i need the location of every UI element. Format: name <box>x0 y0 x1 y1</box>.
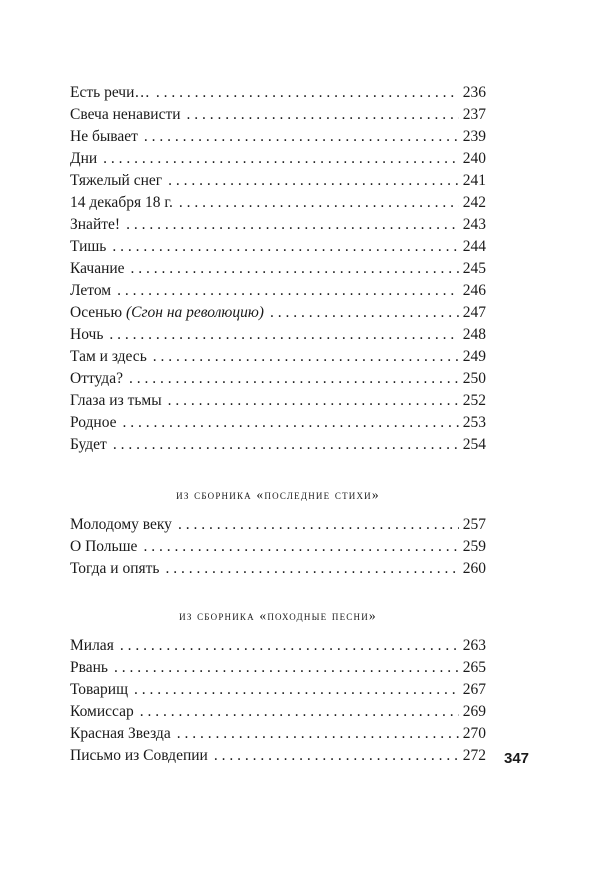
entry-title <box>70 302 270 324</box>
toc-entry <box>70 536 486 558</box>
toc-entry <box>70 170 486 192</box>
toc-section-1 <box>70 82 486 456</box>
toc-entry <box>70 657 486 679</box>
entry-page: 237 <box>462 106 486 123</box>
entry-title: Оттуда? <box>70 370 123 387</box>
toc-section-2 <box>70 514 486 580</box>
toc-entry <box>70 236 486 258</box>
entry-title: Будет <box>70 436 107 453</box>
toc-entry <box>70 258 486 280</box>
entry-title: О Польше <box>70 538 138 555</box>
entry-title-main: Осенью <box>70 304 123 321</box>
leader-dots <box>270 302 459 324</box>
leader-dots <box>143 536 458 558</box>
entry-page: 270 <box>462 725 486 742</box>
entry-title: Есть речи… <box>70 84 150 101</box>
entry-title: Молодому веку <box>70 516 172 533</box>
entry-title: Товарищ <box>70 681 129 698</box>
toc-entry <box>70 192 486 214</box>
entry-title: Тяжелый снег <box>70 172 163 189</box>
entry-title: Тишь <box>70 238 107 255</box>
leader-dots <box>153 346 459 368</box>
entry-page: 265 <box>462 659 486 676</box>
leader-dots <box>114 657 459 679</box>
toc-entry <box>70 214 486 236</box>
toc-entry <box>70 302 486 324</box>
entry-subtitle: (Сгон на революцию) <box>125 304 264 321</box>
leader-dots <box>140 701 459 723</box>
entry-title: Рвань <box>70 659 108 676</box>
entry-page: 259 <box>462 538 486 555</box>
leader-dots <box>168 170 459 192</box>
entry-title: Ночь <box>70 326 104 343</box>
leader-dots <box>165 558 458 580</box>
entry-page: 242 <box>462 194 486 211</box>
entry-title: Не бывает <box>70 128 138 145</box>
leader-dots <box>109 324 458 346</box>
entry-title: Глаза из тьмы <box>70 392 162 409</box>
entry-page: 244 <box>462 238 486 255</box>
entry-page: 239 <box>462 128 486 145</box>
entry-title: Дни <box>70 150 98 167</box>
leader-dots <box>187 104 459 126</box>
entry-title: Родное <box>70 414 117 431</box>
leader-dots <box>129 368 459 390</box>
leader-dots <box>178 514 459 536</box>
entry-page: 246 <box>462 282 486 299</box>
entry-page: 263 <box>462 637 486 654</box>
toc-entry <box>70 723 486 745</box>
leader-dots <box>214 745 459 767</box>
leader-dots <box>126 214 459 236</box>
leader-dots <box>117 280 459 302</box>
toc-entry <box>70 390 486 412</box>
toc-entry <box>70 82 486 104</box>
entry-title: Комиссар <box>70 703 134 720</box>
toc-entry <box>70 514 486 536</box>
entry-page: 236 <box>462 84 486 101</box>
entry-page: 240 <box>462 150 486 167</box>
entry-page: 245 <box>462 260 486 277</box>
toc-entry <box>70 434 486 456</box>
entry-title: Милая <box>70 637 114 654</box>
leader-dots <box>156 82 459 104</box>
page-number: 347 <box>504 750 530 767</box>
toc-entry <box>70 104 486 126</box>
toc-entry <box>70 412 486 434</box>
entry-page: 269 <box>462 703 486 720</box>
toc-entry <box>70 558 486 580</box>
toc-entry <box>70 368 486 390</box>
leader-dots <box>112 236 458 258</box>
leader-dots <box>134 679 459 701</box>
entry-title: Там и здесь <box>70 348 147 365</box>
toc-entry <box>70 679 486 701</box>
leader-dots <box>103 148 459 170</box>
toc-entry <box>70 148 486 170</box>
entry-page: 267 <box>462 681 486 698</box>
leader-dots <box>131 258 459 280</box>
entry-page: 248 <box>462 326 486 343</box>
entry-title: Письмо из Совдепии <box>70 747 208 764</box>
toc-entry <box>70 635 486 657</box>
entry-page: 241 <box>462 172 486 189</box>
entry-page: 257 <box>462 516 486 533</box>
toc-entry <box>70 745 486 767</box>
section-heading: из сборника «походные песни» <box>179 608 377 623</box>
entry-page: 253 <box>462 414 486 431</box>
entry-title: Красная Звезда <box>70 725 171 742</box>
entry-page: 247 <box>462 304 486 321</box>
toc-entry <box>70 280 486 302</box>
toc-section-3 <box>70 635 486 767</box>
section-heading: из сборника «последние стихи» <box>176 487 380 502</box>
entry-page: 249 <box>462 348 486 365</box>
toc-entry <box>70 346 486 368</box>
entry-title: 14 декабря 18 г. <box>70 194 173 211</box>
leader-dots <box>168 390 459 412</box>
toc-entry <box>70 324 486 346</box>
entry-title: Тогда и опять <box>70 560 160 577</box>
leader-dots <box>179 192 459 214</box>
entry-title: Летом <box>70 282 112 299</box>
toc-entry <box>70 126 486 148</box>
entry-title: Свеча ненависти <box>70 106 181 123</box>
leader-dots <box>120 635 459 657</box>
leader-dots <box>177 723 459 745</box>
entry-title: Качание <box>70 260 125 277</box>
leader-dots <box>123 412 459 434</box>
entry-page: 254 <box>462 436 486 453</box>
leader-dots <box>144 126 459 148</box>
entry-page: 272 <box>462 747 486 764</box>
leader-dots <box>113 434 459 456</box>
entry-page: 260 <box>462 560 486 577</box>
entry-page: 250 <box>462 370 486 387</box>
entry-page: 243 <box>462 216 486 233</box>
toc-entry <box>70 701 486 723</box>
entry-page: 252 <box>462 392 486 409</box>
entry-title: Знайте! <box>70 216 121 233</box>
